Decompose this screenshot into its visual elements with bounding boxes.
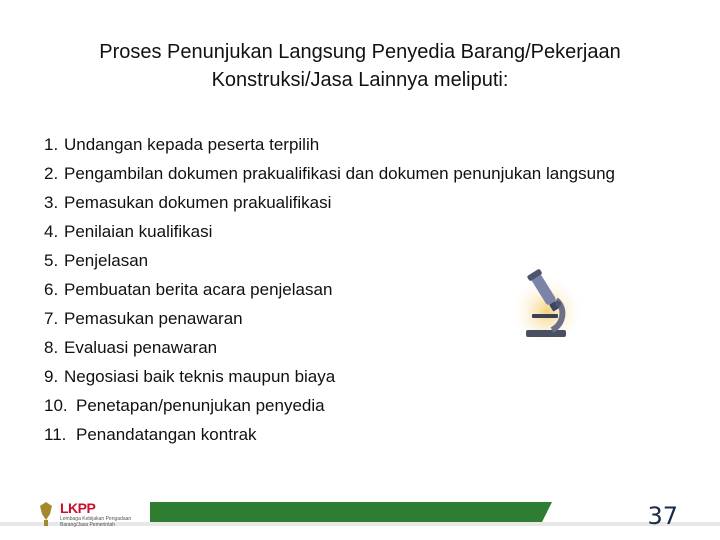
list-item-text: Penetapan/penunjukan penyedia [76,396,325,415]
list-item [44,362,644,391]
list-item-number: 5. [44,251,59,270]
list-item [44,188,644,217]
slide-title [20,38,700,94]
lkpp-logo-subtext: Lembaga Kebijakan Pengadaan Barang/Jasa Pemerintah [60,516,132,528]
slide-title-line2: Konstruksi/Jasa Lainnya meliputi: [211,69,509,91]
list-item-number: 1. [44,135,59,154]
page-number: 37 [647,502,678,530]
list-item-number: 2. [44,164,59,183]
microscope-icon [512,264,582,344]
slide-title-line1: Proses Penunjukan Langsung Penyedia Barang/Pekerjaan [99,41,621,63]
list-item-number: 7. [44,309,59,328]
list-item [44,391,644,420]
list-item-text: Penandatangan kontrak [76,425,257,444]
list-item [44,420,644,449]
list-item-text: Penilaian kualifikasi [64,222,213,241]
lkpp-logo-text: LKPP [60,500,96,516]
list-item-text: Penjelasan [64,251,149,270]
list-item-text: Pengambilan dokumen prakualifikasi dan dokumen penunjukan langsung [64,164,615,183]
list-item-text: Undangan kepada peserta terpilih [64,135,320,154]
list-item [44,159,644,188]
list-item-number: 6. [44,280,59,299]
list-item-text: Pemasukan dokumen prakualifikasi [64,193,332,212]
list-item-number: 8. [44,338,59,357]
list-item-number: 10. [44,396,68,415]
list-item-number: 3. [44,193,59,212]
list-item-number: 9. [44,367,59,386]
list-item-text: Negosiasi baik teknis maupun biaya [64,367,336,386]
list-item-text: Pembuatan berita acara penjelasan [64,280,333,299]
list-item-text: Evaluasi penawaran [64,338,218,357]
list-item-number: 11. [44,425,67,444]
list-item [44,130,644,159]
list-item-text: Pemasukan penawaran [64,309,243,328]
list-item-number: 4. [44,222,59,241]
list-item [44,217,644,246]
